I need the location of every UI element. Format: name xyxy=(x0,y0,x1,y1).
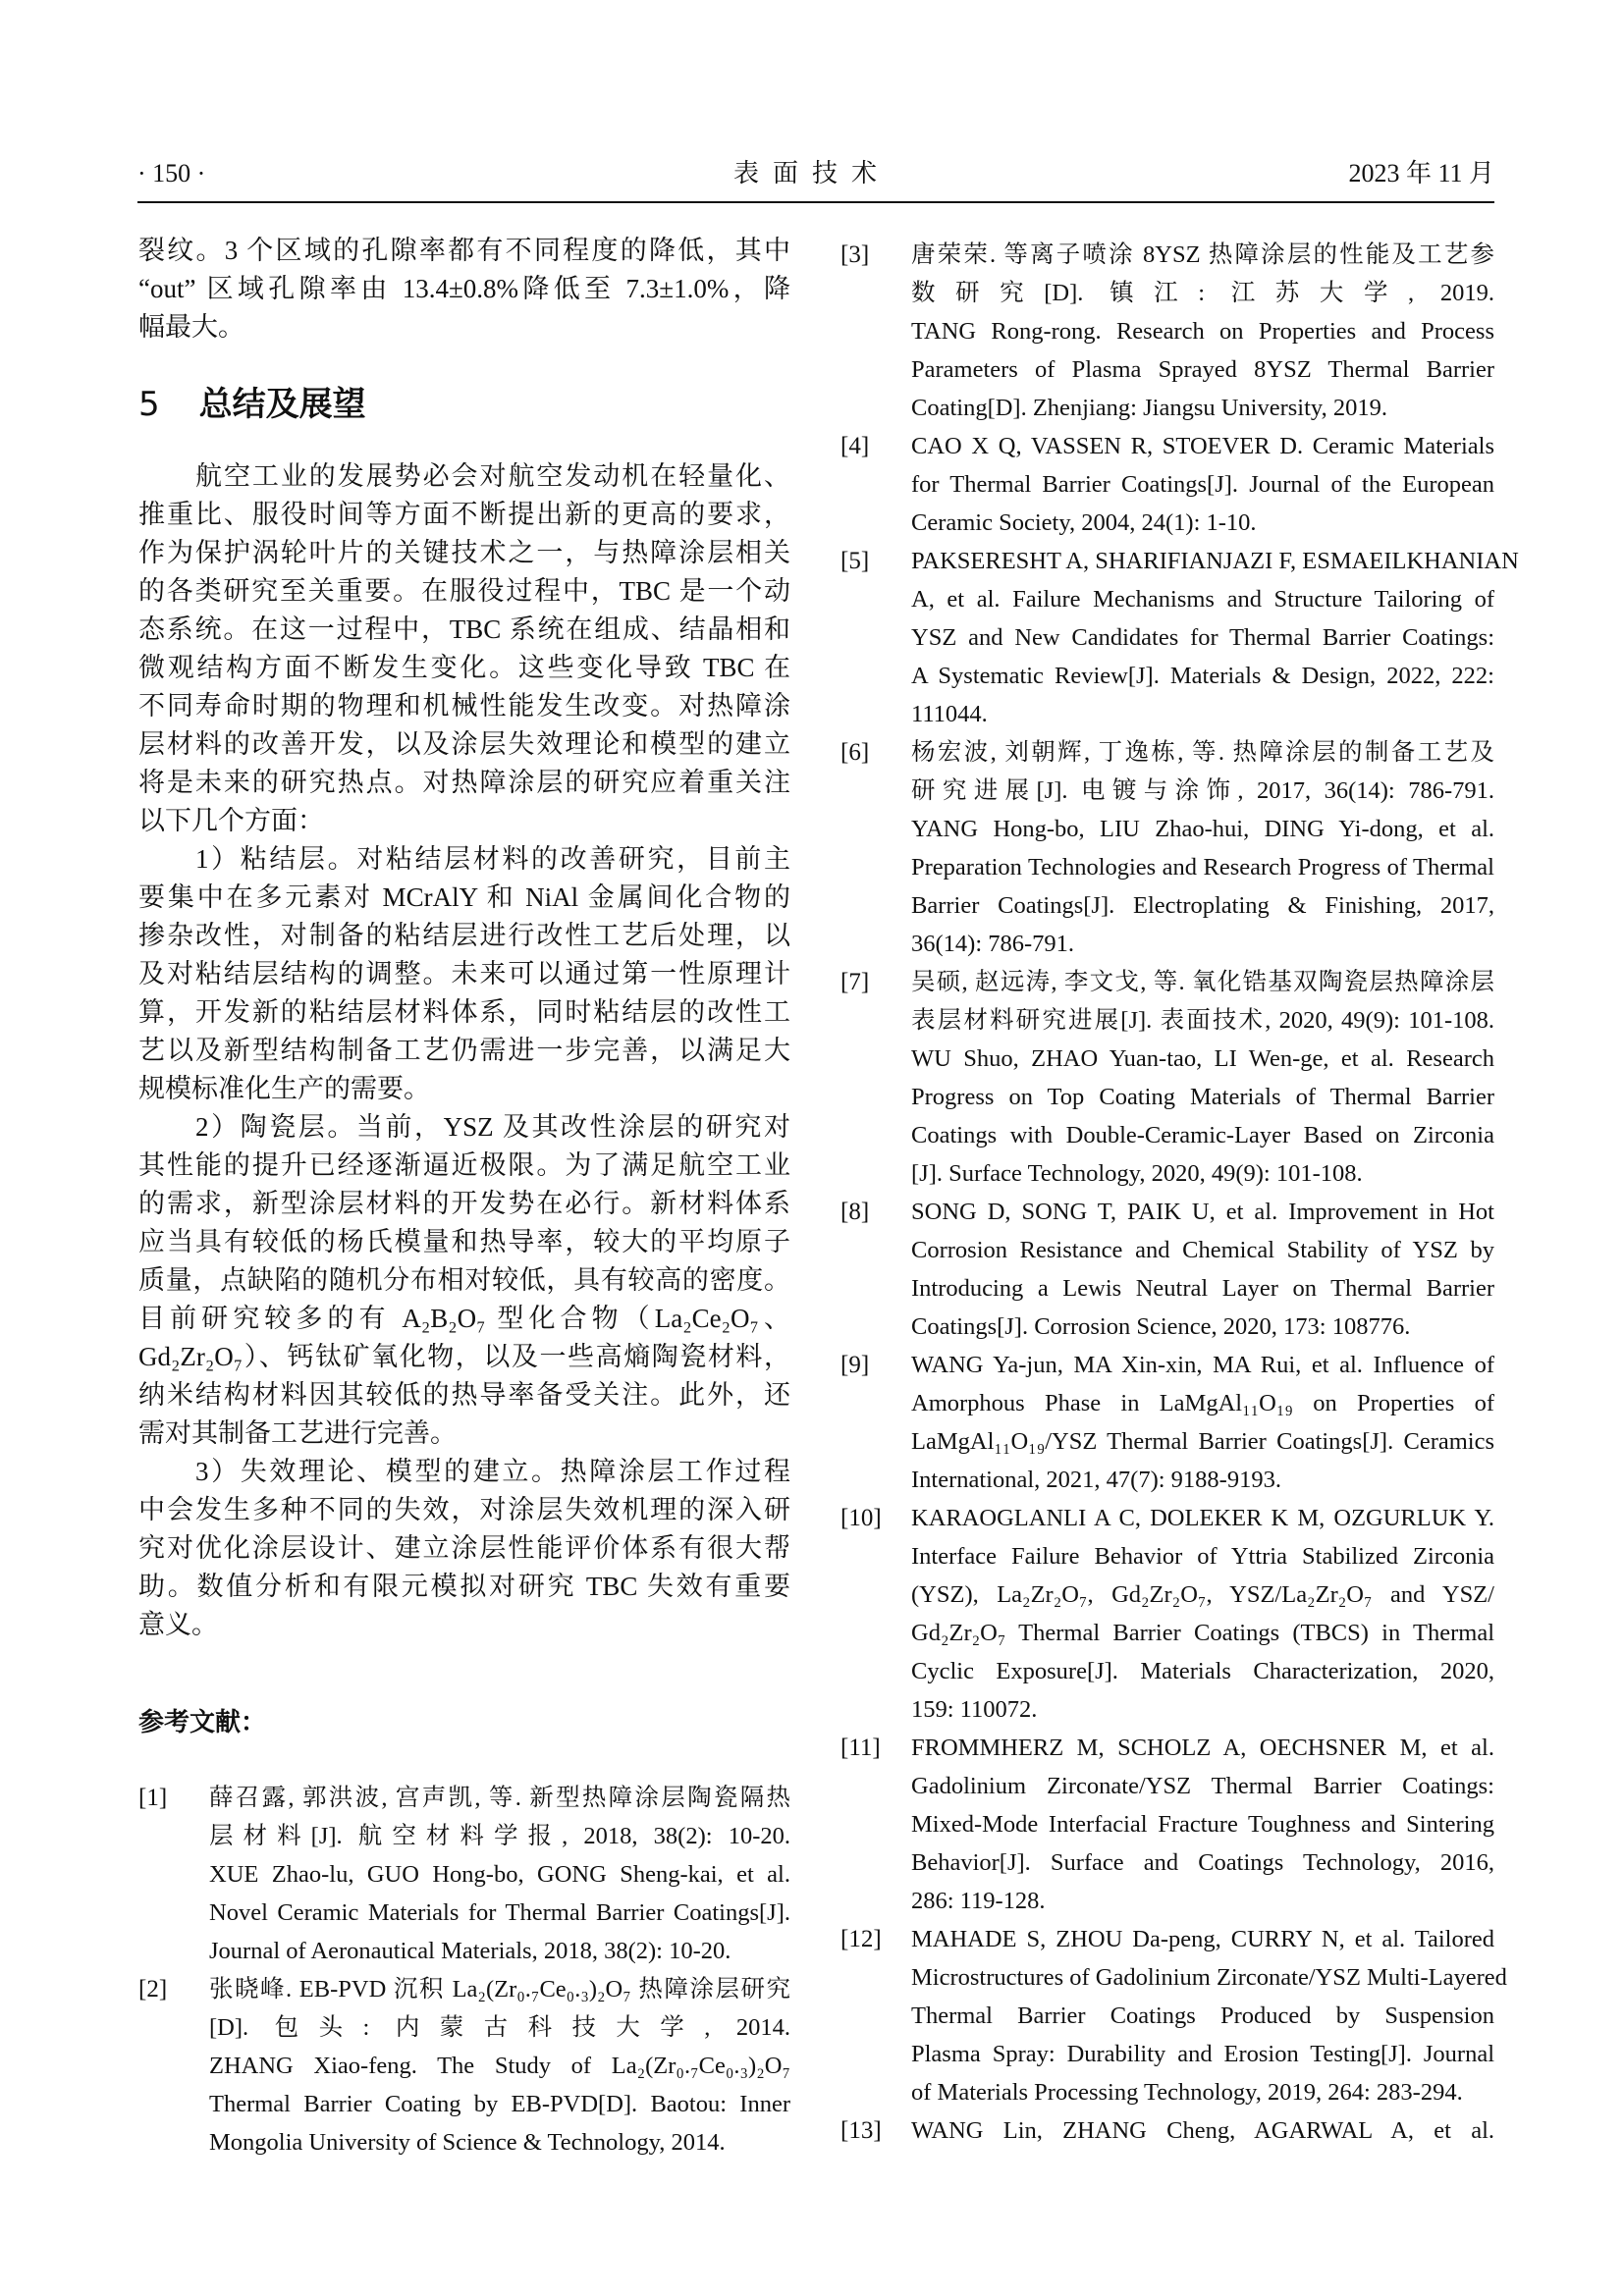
text-line: 将是未来的研究热点。对热障涂层的研究应着重关注 xyxy=(138,768,790,797)
text-line: 质量，点缺陷的随机分布相对较低，具有较高的密度。 xyxy=(138,1265,790,1295)
reference-item xyxy=(840,963,1494,1193)
reference-text xyxy=(911,542,1519,733)
text-line: Progress on Top Coating Materials of Thermal Barrier xyxy=(911,1084,1494,1110)
text-line: Interface Failure Behavior of Yttria Stabilized Zirconia xyxy=(911,1543,1494,1570)
reference-number: [10] xyxy=(840,1505,882,1531)
reference-list-right xyxy=(840,236,1519,2150)
reference-text xyxy=(911,1346,1494,1499)
text-line: ZHANG Xiao-feng. The Study of La₂(Zr₀.₇Ce₀.₃)₂O₇ xyxy=(209,2053,790,2079)
text-line: PAKSERESHT A, SHARIFIANJAZI F, ESMAEILKHANIAN xyxy=(911,548,1519,574)
text-line: 需对其制备工艺进行完善。 xyxy=(138,1418,457,1448)
reference-number: [11] xyxy=(840,1735,881,1761)
text-line: Amorphous Phase in LaMgAl₁₁O₁₉ on Properties of xyxy=(911,1390,1494,1416)
text-line: 159: 110072. xyxy=(911,1696,1038,1723)
reference-item xyxy=(138,1970,790,2162)
text-line: International, 2021, 47(7): 9188-9193. xyxy=(911,1467,1281,1493)
reference-number: [9] xyxy=(840,1352,870,1378)
text-line: WANG Lin, ZHANG Cheng, AGARWAL A, et al. xyxy=(911,2117,1494,2144)
reference-item xyxy=(138,1779,790,1970)
text-line: CAO X Q, VASSEN R, STOEVER D. Ceramic Materials xyxy=(911,433,1494,459)
issue-date: 2023 年 11 月 xyxy=(1348,159,1494,187)
section-heading xyxy=(138,379,366,430)
reference-text xyxy=(911,963,1494,1193)
text-line: Coating[D]. Zhenjiang: Jiangsu University, 2019. xyxy=(911,395,1387,421)
reference-text xyxy=(911,1729,1494,1920)
text-line: 要集中在多元素对 MCrAlY 和 NiAl 金属间化合物的 xyxy=(138,882,790,912)
reference-text xyxy=(911,427,1494,542)
text-line: 杨宏波, 刘朝辉, 丁逸栋, 等. 热障涂层的制备工艺及 xyxy=(911,739,1494,766)
reference-item xyxy=(840,1346,1494,1499)
text-line: 目前研究较多的有 A₂B₂O₇ 型化合物（La₂Ce₂O₇、 xyxy=(138,1304,790,1333)
text-line: MAHADE S, ZHOU Da-peng, CURRY N, et al. Tailored xyxy=(911,1926,1494,1952)
reference-text xyxy=(911,1920,1507,2111)
text-line: 1）粘结层。对粘结层材料的改善研究，目前主 xyxy=(195,844,790,874)
text-line: 数研究[D]. 镇江: 江苏大学, 2019. xyxy=(911,280,1494,306)
text-line: 不同寿命时期的物理和机械性能发生改变。对热障涂 xyxy=(138,691,790,721)
text-line: YSZ and New Candidates for Thermal Barrier Coatings: xyxy=(911,624,1494,651)
text-line: A, et al. Failure Mechanisms and Structure Tailoring of xyxy=(911,586,1494,613)
text-line: of Materials Processing Technology, 2019, 264: 283-294. xyxy=(911,2079,1463,2106)
text-line: Barrier Coatings[J]. Electroplating & Finishing, 2017, xyxy=(911,892,1494,919)
reference-item xyxy=(840,542,1519,733)
text-line: 3）失效理论、模型的建立。热障涂层工作过程 xyxy=(195,1457,790,1486)
text-line: 111044. xyxy=(911,701,988,727)
text-line: 36(14): 786-791. xyxy=(911,931,1075,957)
text-line: 表层材料研究进展[J]. 表面技术, 2020, 49(9): 101-108. xyxy=(911,1007,1494,1034)
section-number: 5 xyxy=(138,385,160,424)
text-line: Coatings with Double-Ceramic-Layer Based on Zirconia xyxy=(911,1122,1494,1148)
text-line: SONG D, SONG T, PAIK U, et al. Improvement in Hot xyxy=(911,1199,1494,1225)
reference-list-left xyxy=(138,1779,790,2162)
reference-number: [3] xyxy=(840,241,870,268)
section-title: 总结及展望 xyxy=(198,385,366,424)
text-line: Novel Ceramic Materials for Thermal Barrier Coatings[J]. xyxy=(209,1899,790,1926)
text-line: 唐荣荣. 等离子喷涂 8YSZ 热障涂层的性能及工艺参 xyxy=(911,241,1494,268)
text-line: Preparation Technologies and Research Progress of Thermal xyxy=(911,854,1494,881)
text-line: Mongolia University of Science & Technology, 2014. xyxy=(209,2129,726,2156)
text-line: 算，开发新的粘结层材料体系，同时粘结层的改性工 xyxy=(138,997,790,1027)
text-line: LaMgAl₁₁O₁₉/YSZ Thermal Barrier Coatings[J]. Ceramics xyxy=(911,1428,1494,1455)
text-line: Corrosion Resistance and Chemical Stability of YSZ by xyxy=(911,1237,1494,1263)
text-line: 规模标准化生产的需要。 xyxy=(138,1074,430,1103)
text-line: 艺以及新型结构制备工艺仍需进一步完善，以满足大 xyxy=(138,1036,790,1065)
page-number: · 150 · xyxy=(137,159,206,187)
text-line: 中会发生多种不同的失效，对涂层失效机理的深入研 xyxy=(138,1495,790,1524)
text-line: 的各类研究至关重要。在服役过程中，TBC 是一个动 xyxy=(138,576,790,606)
text-line: 286: 119-128. xyxy=(911,1888,1046,1914)
text-line: 其性能的提升已经逐渐逼近极限。为了满足航空工业 xyxy=(138,1150,790,1180)
reference-item xyxy=(840,1920,1507,2111)
text-line: WU Shuo, ZHAO Yuan-tao, LI Wen-ge, et al. Research xyxy=(911,1045,1494,1072)
text-line: Plasma Spray: Durability and Erosion Testing[J]. Journal xyxy=(911,2041,1494,2067)
reference-number: [6] xyxy=(840,739,870,766)
text-line: Gadolinium Zirconate/YSZ Thermal Barrier Coatings: xyxy=(911,1773,1494,1799)
text-line: 掺杂改性，对制备的粘结层进行改性工艺后处理，以 xyxy=(138,921,790,950)
text-line: Thermal Barrier Coatings Produced by Suspension xyxy=(911,2002,1494,2029)
text-line: Microstructures of Gadolinium Zirconate/YSZ Multi-Layered xyxy=(911,1964,1507,1991)
text-line: Behavior[J]. Surface and Coatings Technology, 2016, xyxy=(911,1849,1494,1876)
paragraph xyxy=(138,1108,790,1453)
text-line: 及对粘结层结构的调整。未来可以通过第一性原理计 xyxy=(138,959,790,988)
text-line: TANG Rong-rong. Research on Properties and Process xyxy=(911,318,1494,345)
paragraph xyxy=(138,840,790,1108)
text-line: 张晓峰. EB-PVD 沉积 La₂(Zr₀.₇Ce₀.₃)₂O₇ 热障涂层研究 xyxy=(209,1976,790,2002)
text-line: 吴硕, 赵远涛, 李文戈, 等. 氧化锆基双陶瓷层热障涂层 xyxy=(911,969,1494,995)
text-line: YANG Hong-bo, LIU Zhao-hui, DING Yi-dong, et al. xyxy=(911,816,1494,842)
reference-item xyxy=(840,1499,1494,1729)
text-line: A Systematic Review[J]. Materials & Design, 2022, 222: xyxy=(911,663,1494,689)
reference-number: [5] xyxy=(840,548,870,574)
reference-item xyxy=(840,236,1494,427)
text-line: 意义。 xyxy=(138,1610,218,1639)
text-line: 以下几个方面： xyxy=(138,806,324,835)
reference-number: [1] xyxy=(138,1785,168,1811)
text-line: Mixed-Mode Interfacial Fracture Toughness and Sintering xyxy=(911,1811,1494,1838)
text-line: 态系统。在这一过程中，TBC 系统在组成、结晶相和 xyxy=(138,614,790,644)
intro-paragraph xyxy=(138,232,790,347)
text-line: 薛召露, 郭洪波, 宫声凯, 等. 新型热障涂层陶瓷隔热 xyxy=(209,1785,790,1811)
text-line: XUE Zhao-lu, GUO Hong-bo, GONG Sheng-kai, et al. xyxy=(209,1861,790,1888)
text-line: Ceramic Society, 2004, 24(1): 1-10. xyxy=(911,509,1257,536)
reference-item xyxy=(840,733,1494,963)
text-line: [J]. Surface Technology, 2020, 49(9): 101-108. xyxy=(911,1160,1363,1187)
reference-item xyxy=(840,427,1494,542)
reference-item xyxy=(840,1729,1494,1920)
paragraph xyxy=(138,457,790,840)
text-line: Parameters of Plasma Sprayed 8YSZ Thermal Barrier xyxy=(911,356,1494,383)
reference-text xyxy=(911,236,1494,427)
reference-item xyxy=(840,2111,1494,2150)
reference-number: [13] xyxy=(840,2117,882,2144)
text-line: Thermal Barrier Coating by EB-PVD[D]. Baotou: Inner xyxy=(209,2091,790,2117)
reference-item xyxy=(840,1193,1494,1346)
text-line: for Thermal Barrier Coatings[J]. Journal of the European xyxy=(911,471,1494,498)
text-line: “out” 区域孔隙率由 13.4±0.8%降低至 7.3±1.0%，降 xyxy=(138,274,790,303)
journal-title: 表面技术 xyxy=(732,159,891,187)
text-line: 层材料[J]. 航空材料学报, 2018, 38(2): 10-20. xyxy=(209,1823,790,1849)
reference-text xyxy=(911,733,1494,963)
text-line: Coatings[J]. Corrosion Science, 2020, 173: 108776. xyxy=(911,1313,1411,1340)
text-line: 的需求，新型涂层材料的开发势在必行。新材料体系 xyxy=(138,1189,790,1218)
reference-number: [8] xyxy=(840,1199,870,1225)
text-line: WANG Ya-jun, MA Xin-xin, MA Rui, et al. Influence of xyxy=(911,1352,1494,1378)
text-line: 层材料的改善开发，以及涂层失效理论和模型的建立 xyxy=(138,729,790,759)
reference-text xyxy=(209,1970,790,2162)
reference-number: [4] xyxy=(840,433,870,459)
text-line: Journal of Aeronautical Materials, 2018, 38(2): 10-20. xyxy=(209,1938,731,1964)
text-line: (YSZ), La₂Zr₂O₇, Gd₂Zr₂O₇, YSZ/La₂Zr₂O₇ and YSZ/ xyxy=(911,1581,1494,1608)
text-line: 微观结构方面不断发生变化。这些变化导致 TBC 在 xyxy=(138,653,790,682)
text-line: 2）陶瓷层。当前，YSZ 及其改性涂层的研究对 xyxy=(195,1112,790,1142)
reference-text xyxy=(911,1193,1494,1346)
text-line: [D]. 包头: 内蒙古科技大学, 2014. xyxy=(209,2014,790,2041)
text-line: 航空工业的发展势必会对航空发动机在轻量化、 xyxy=(195,461,790,491)
text-line: Cyclic Exposure[J]. Materials Characterization, 2020, xyxy=(911,1658,1494,1684)
references-heading: 参考文献： xyxy=(138,1708,267,1737)
text-line: 助。数值分析和有限元模拟对研究 TBC 失效有重要 xyxy=(138,1572,790,1601)
text-line: 究对优化涂层设计、建立涂层性能评价体系有很大帮 xyxy=(138,1533,790,1563)
reference-number: [12] xyxy=(840,1926,882,1952)
text-line: Introducing a Lewis Neutral Layer on Thermal Barrier xyxy=(911,1275,1494,1302)
text-line: 应当具有较低的杨氏模量和热导率，较大的平均原子 xyxy=(138,1227,790,1256)
text-line: 研究进展[J]. 电镀与涂饰, 2017, 36(14): 786-791. xyxy=(911,777,1494,804)
text-line: KARAOGLANLI A C, DOLEKER K M, OZGURLUK Y. xyxy=(911,1505,1494,1531)
text-line: 纳米结构材料因其较低的热导率备受关注。此外，还 xyxy=(138,1380,790,1410)
text-line: 裂纹。3 个区域的孔隙率都有不同程度的降低，其中 xyxy=(138,236,790,265)
text-line: FROMMHERZ M, SCHOLZ A, OECHSNER M, et al. xyxy=(911,1735,1494,1761)
text-line: 推重比、服役时间等方面不断提出新的更高的要求， xyxy=(138,500,790,529)
reference-number: [2] xyxy=(138,1976,168,2002)
header-rule xyxy=(137,201,1494,203)
reference-text xyxy=(911,2111,1494,2150)
text-line: Gd₂Zr₂O₇ Thermal Barrier Coatings (TBCS) in Thermal xyxy=(911,1620,1494,1646)
reference-number: [7] xyxy=(840,969,870,995)
text-line: Gd₂Zr₂O₇）、钙钛矿氧化物，以及一些高熵陶瓷材料， xyxy=(138,1342,790,1371)
conclusion-body xyxy=(138,457,790,1644)
text-line: 作为保护涡轮叶片的关键技术之一，与热障涂层相关 xyxy=(138,538,790,567)
text-line: 幅最大。 xyxy=(138,312,244,342)
reference-text xyxy=(209,1779,790,1970)
paragraph xyxy=(138,1453,790,1644)
reference-text xyxy=(911,1499,1494,1729)
